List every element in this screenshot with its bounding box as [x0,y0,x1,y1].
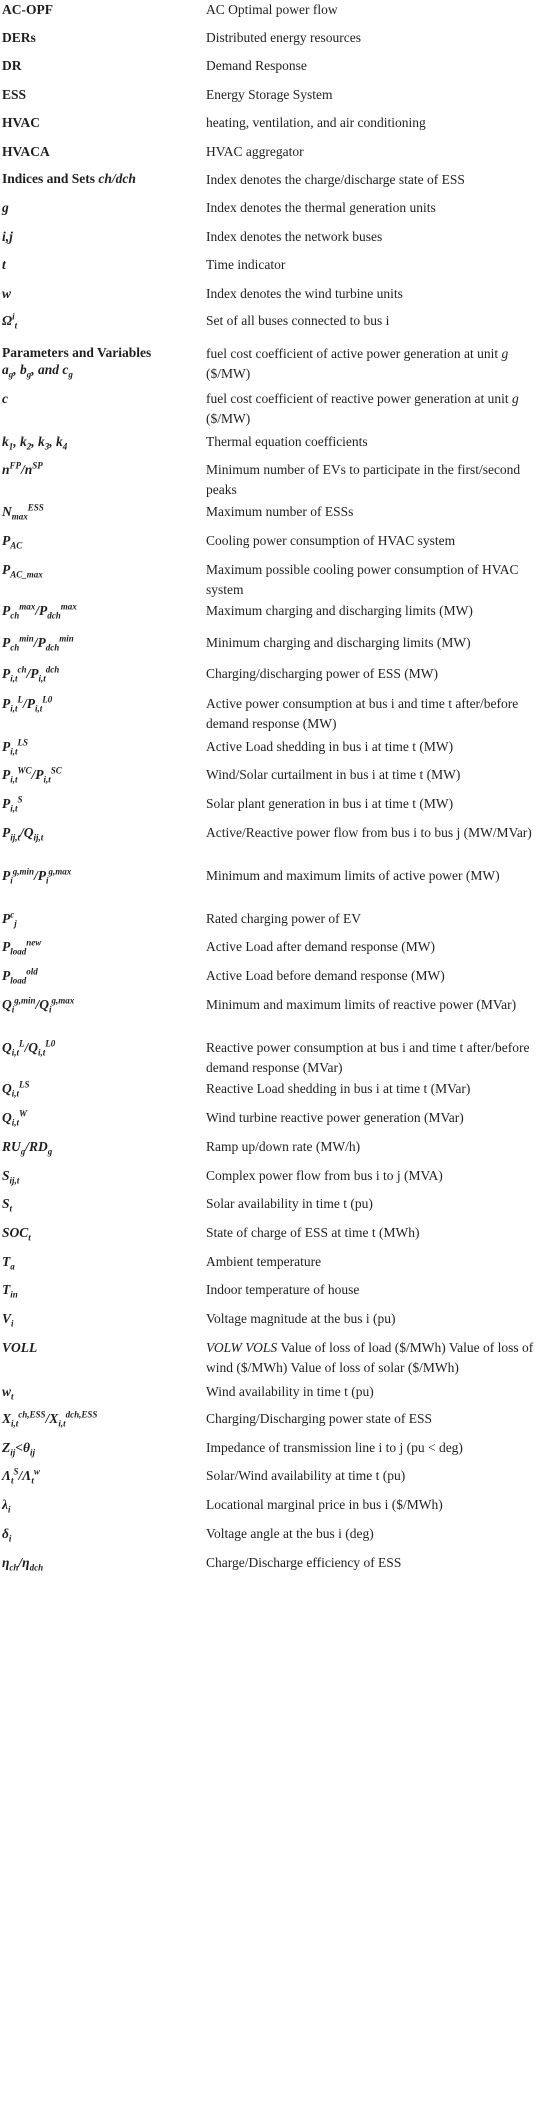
symbol: DERs [2,30,36,45]
description-cell: Active power consumption at bus i and time t after/before demand response (MW) [206,696,519,731]
symbol-cell [2,1339,198,1356]
description-cell: heating, ventilation, and air conditioning [206,115,426,130]
symbol-cell [2,738,198,755]
description-cell: Solar plant generation in bus i at time t (MW) [206,796,454,811]
symbol-cell [2,1253,198,1270]
symbol: $\Lambda_t^S/\Lambda_t^w$ [2,1466,40,1486]
symbol-cell [2,665,198,682]
symbol: $Q_i^{g,min}/Q_i^{g,max}$ [2,995,75,1015]
description-cell: Index denotes the charge/discharge state of ESS [206,172,465,187]
symbol: $S_t$ [2,1196,13,1214]
description-cell: Ramp up/down rate (MW/h) [206,1139,361,1154]
description-cell: HVAC aggregator [206,144,304,159]
symbol-cell [2,1080,198,1097]
symbol: $P_{ch}^{min}/P_{dch}^{min}$ [2,633,74,653]
description-cell: Minimum and maximum limits of reactive power (MVar) [206,997,517,1012]
description-cell: Index denotes the network buses [206,229,383,244]
description-cell: Indoor temperature of house [206,1282,360,1297]
symbol: HVACA [2,144,50,159]
symbol: VOLL [2,1340,38,1355]
symbol-cell [2,1439,198,1456]
symbol: $V_i$ [2,1311,14,1329]
symbol-cell [2,86,198,103]
symbol: $P_{ch}^{max}/P_{dch}^{max}$ [2,601,77,621]
symbol-cell [2,312,198,329]
symbol-cell [2,634,198,651]
symbol-cell [2,285,198,302]
symbol-cell [2,114,198,131]
symbol: DR [2,58,22,73]
symbol: $T_{in}$ [2,1282,18,1300]
description-cell: Active Load before demand response (MW) [206,968,445,983]
symbol: $\Omega^i_t$ [2,311,18,331]
symbol: ch/dch [98,171,136,186]
symbol-cell [2,1224,198,1241]
description-cell: AC Optimal power flow [206,2,338,17]
symbol: $N_{max}^{ESS}$ [2,502,44,522]
symbol-cell [2,967,198,984]
description-cell: Ambient temperature [206,1254,322,1269]
symbol: $n^{FP}/n^{SP}$ [2,460,43,477]
symbol-cell [2,1467,198,1484]
symbol: $Z_{ij}<\theta_{ij}$ [2,1440,35,1458]
description-cell: Index denotes the wind turbine units [206,286,403,301]
symbol-cell [2,695,198,712]
symbol-cell [2,867,198,884]
description-cell: Complex power flow from bus i to j (MVA) [206,1168,443,1183]
symbol-cell [2,1138,198,1155]
description-cell: Minimum and maximum limits of active power (MW) [206,868,500,883]
symbol: $P_{i,t}^{LS}$ [2,737,29,757]
symbol-cell [2,1195,198,1212]
symbol-cell [2,938,198,955]
symbol-cell [2,1281,198,1298]
symbol: ESS [2,87,27,102]
description-cell: Locational marginal price in bus i ($/MWh) [206,1497,443,1512]
symbol-cell [2,1554,198,1571]
symbol-cell [2,503,198,520]
symbol: $P_{ij,t}/Q_{ij,t}$ [2,825,44,843]
description-cell: Voltage angle at the bus i (deg) [206,1526,374,1541]
description-cell: Active Load after demand response (MW) [206,939,436,954]
symbol-cell [2,910,198,927]
description-cell: Rated charging power of EV [206,911,361,926]
symbol-cell [2,1410,198,1427]
description-cell: Thermal equation coefficients [206,434,368,449]
description-cell: Charging/Discharging power state of ESS [206,1411,432,1426]
description-cell: Maximum possible cooling power consumption of HVAC system [206,562,519,597]
description-cell: Minimum number of EVs to participate in the first/second peaks [206,462,521,497]
description-cell: Wind/Solar curtailment in bus i at time t (MW) [206,767,461,782]
description-cell: Active Load shedding in bus i at time t (MW) [206,739,454,754]
description-cell: Reactive Load shedding in bus i at time t (MVar) [206,1081,471,1096]
symbol: $P_{load}^{old}$ [2,966,38,986]
description-cell: Solar availability in time t (pu) [206,1196,373,1211]
symbol: $\eta_{ch}/\eta_{dch}$ [2,1555,44,1573]
description-cell: State of charge of ESS at time t (MWh) [206,1225,420,1240]
symbol-cell [2,1039,198,1056]
symbol-cell [2,1167,198,1184]
symbol-cell [2,1310,198,1327]
symbol-cell [2,143,198,160]
symbol-cell [2,170,198,187]
symbol: $Q_{i,t}^{LS}$ [2,1079,30,1099]
description-cell: Energy Storage System [206,87,333,102]
description-cell: fuel cost coefficient of reactive power generation at unit g ($/MW) [206,391,519,426]
symbol: $P^c_j$ [2,909,17,929]
symbol: $a_g$, $b_g$, and $c_g$ [2,362,73,380]
symbol-cell [2,344,198,378]
description-cell: Demand Response [206,58,307,73]
description-cell: Charge/Discharge efficiency of ESS [206,1555,402,1570]
symbol-cell [2,996,198,1013]
symbol: AC-OPF [2,2,53,17]
symbol: w [2,286,12,301]
section-heading: Parameters and Variables [2,345,152,360]
symbol-cell [2,57,198,74]
symbol: $SOC_t$ [2,1225,31,1243]
symbol: $P_{i,t}^{ch}/P_{i,t}^{dch}$ [2,664,60,684]
symbol: t [2,257,6,272]
symbol-cell [2,602,198,619]
symbol: $RU_g/RD_g$ [2,1139,53,1157]
symbol: $P_{load}^{new}$ [2,937,42,957]
description-cell: Set of all buses connected to bus i [206,313,390,328]
description-cell: Distributed energy resources [206,30,361,45]
symbol: $k_1$, $k_2$, $k_3$, $k_4$ [2,434,68,452]
description-cell: Charging/discharging power of ESS (MW) [206,666,438,681]
description-cell: Voltage magnitude at the bus i (pu) [206,1311,396,1326]
symbol: $P_{AC}$ [2,533,23,551]
symbol-cell [2,1,198,18]
symbol-cell [2,199,198,216]
symbol-cell [2,1109,198,1126]
symbol: $Q_{i,t}^W$ [2,1108,28,1128]
description-cell: Cooling power consumption of HVAC system [206,533,456,548]
section-heading: Indices and Sets [2,171,99,186]
symbol: $T_a$ [2,1254,15,1272]
description-cell: Reactive power consumption at bus i and time t after/before demand response (MVar) [206,1040,530,1075]
symbol-cell [2,795,198,812]
symbol: $P_{i,t}^S$ [2,794,23,814]
description-cell: Minimum charging and discharging limits (MW) [206,635,471,650]
description-cell: Wind availability in time t (pu) [206,1384,374,1399]
symbol: $P_{i,t}^{WC}/P_{i,t}^{SC}$ [2,765,62,785]
description-cell: fuel cost coefficient of active power generation at unit g ($/MW) [206,346,509,381]
symbol: $X_{i,t}^{ch,ESS}/X_{i,t}^{dch,ESS}$ [2,1409,98,1429]
symbol: $Q_{i,t}^L/Q_{i,t}^{L0}$ [2,1038,56,1058]
symbol: $\delta_i$ [2,1526,12,1544]
description-cell: Maximum charging and discharging limits (MW) [206,603,473,618]
description-cell: Impedance of transmission line i to j (pu < deg) [206,1440,463,1455]
symbol-cell [2,824,198,841]
description-cell: Solar/Wind availability at time t (pu) [206,1468,406,1483]
symbol: g [2,200,9,215]
symbol-cell [2,532,198,549]
symbol: HVAC [2,115,41,130]
symbol: c [2,391,8,406]
description-cell: VOLW VOLS Value of loss of load ($/MWh) Value of loss of wind ($/MWh) Value of loss of solar ($/MWh) [206,1340,534,1375]
description-cell: Maximum number of ESSs [206,504,354,519]
symbol: $P_{i,t}^L/P_{i,t}^{L0}$ [2,694,53,714]
symbol: i,j [2,229,13,244]
symbol-cell [2,561,198,578]
symbol-cell [2,1525,198,1542]
description-cell: Active/Reactive power flow from bus i to bus j (MW/MVar) [206,825,532,840]
symbol-cell [2,256,198,273]
symbol-cell [2,1383,198,1400]
symbol-cell [2,433,198,450]
symbol: $P_{AC\_max}$ [2,562,43,580]
description-cell: Wind turbine reactive power generation (MVar) [206,1110,464,1125]
symbol-cell [2,390,198,407]
symbol: $w_t$ [2,1384,14,1402]
description-cell: Time indicator [206,257,286,272]
symbol-cell [2,461,198,478]
symbol: $\lambda_i$ [2,1497,11,1515]
symbol-cell [2,29,198,46]
symbol: $S_{ij,t}$ [2,1168,20,1186]
symbol: $P_i^{g,min}/P_i^{g,max}$ [2,866,72,886]
symbol-cell [2,228,198,245]
symbol-cell [2,766,198,783]
description-cell: Index denotes the thermal generation units [206,200,436,215]
symbol-cell [2,1496,198,1513]
